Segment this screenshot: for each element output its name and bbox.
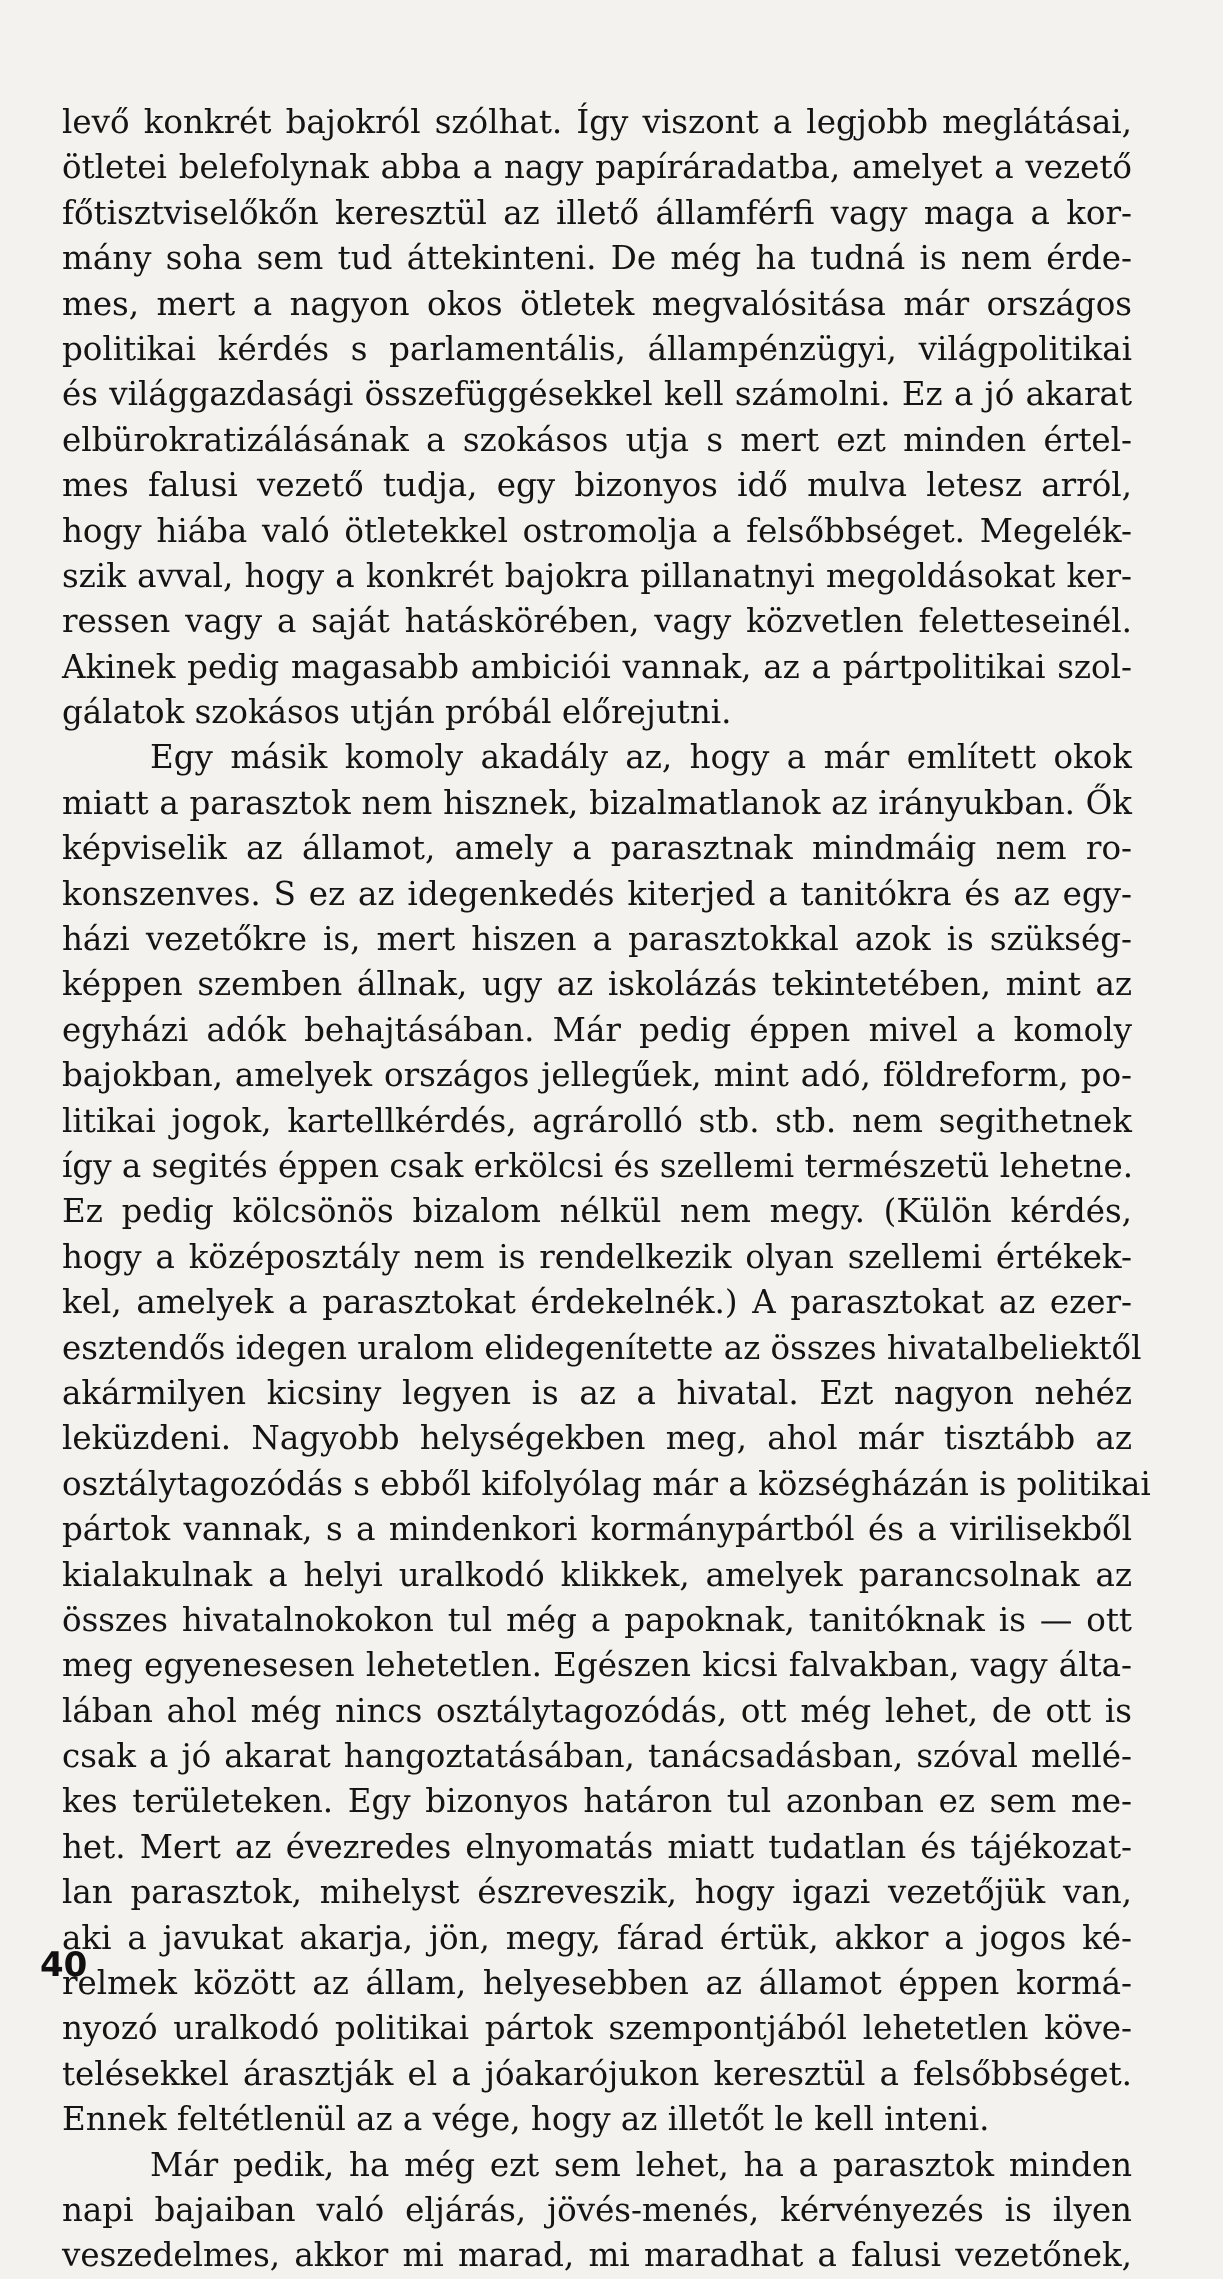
text-line: képpen szemben állnak, ugy az iskolázás tekintetében, mint az <box>62 965 1132 1004</box>
text-line: kes területeken. Egy bizonyos határon tul azonban ez sem me- <box>62 1782 1132 1821</box>
text-line: és világgazdasági összefüggésekkel kell számolni. Ez a jó akarat <box>62 375 1132 414</box>
text-line: miatt a parasztok nem hisznek, bizalmatlanok az irányukban. Ők <box>62 783 1132 822</box>
text-line: házi vezetőkre is, mert hiszen a parasztokkal azok is szükség- <box>62 920 1132 959</box>
text-line: mes falusi vezető tudja, egy bizonyos idő mulva letesz arról, <box>62 466 1132 505</box>
text-line: összes hivatalnokokon tul még a papoknak, tanitóknak is — ott <box>62 1600 1132 1639</box>
text-line: egyházi adók behajtásában. Már pedig éppen mivel a komoly <box>62 1010 1132 1049</box>
text-line: lában ahol még nincs osztálytagozódás, ott még lehet, de ott is <box>62 1691 1132 1730</box>
text-line: politikai kérdés s parlamentális, állampénzügyi, világpolitikai <box>62 329 1132 368</box>
text-line: akármilyen kicsiny legyen is az a hivatal. Ezt nagyon nehéz <box>62 1373 1132 1412</box>
text-line: Akinek pedig magasabb ambiciói vannak, az a pártpolitikai szol- <box>62 647 1132 686</box>
text-line: képviselik az államot, amely a parasztnak mindmáig nem ro- <box>62 829 1132 868</box>
text-line: hogy a középosztály nem is rendelkezik olyan szellemi értékek- <box>62 1237 1132 1276</box>
text-line: levő konkrét bajokról szólhat. Így viszont a legjobb meglátásai, <box>62 103 1132 141</box>
body-text <box>62 100 1151 2279</box>
text-line: nyozó uralkodó politikai pártok szempontjából lehetetlen köve- <box>62 2009 1132 2048</box>
text-line: relmek között az állam, helyesebben az államot éppen kormá- <box>62 1964 1132 2003</box>
text-line: meg egyenesesen lehetetlen. Egészen kicsi falvakban, vagy álta- <box>62 1646 1132 1685</box>
text-line: litikai jogok, kartellkérdés, agrárolló stb. stb. nem segithetnek <box>62 1101 1132 1140</box>
text-line: het. Mert az évezredes elnyomatás miatt tudatlan és tájékozat- <box>62 1827 1132 1866</box>
text-line: aki a javukat akarja, jön, megy, fárad értük, akkor a jogos ké- <box>62 1918 1132 1957</box>
paragraph-last-line: gálatok szokásos utján próbál előrejutni. <box>62 693 732 732</box>
text-line: osztálytagozódás s ebből kifolyólag már a községházán is politikai <box>62 1464 1151 1503</box>
text-line: kel, amelyek a parasztokat érdekelnék.) A parasztokat az ezer- <box>62 1283 1132 1322</box>
text-line: telésekkel árasztják el a jóakarójukon keresztül a felsőbbséget. <box>62 2054 1132 2093</box>
text-line: pártok vannak, s a mindenkori kormánypártból és a virilisekből <box>62 1510 1132 1549</box>
text-line: mány soha sem tud áttekinteni. De még ha tudná is nem érde- <box>62 239 1132 278</box>
text-line: napi bajaiban való eljárás, jövés-menés, kérvényezés is ilyen <box>62 2190 1132 2229</box>
text-line: szik avval, hogy a konkrét bajokra pillanatnyi megoldásokat ker- <box>62 556 1132 595</box>
text-line: lan parasztok, mihelyst észreveszik, hogy igazi vezetőjük van, <box>62 1873 1132 1912</box>
text-line: konszenves. S ez az idegenkedés kiterjed a tanitókra és az egy- <box>62 874 1132 913</box>
text-line: esztendős idegen uralom elidegenítette az összes hivatalbeliektől <box>62 1328 1142 1367</box>
text-line: veszedelmes, akkor mi marad, mi maradhat a falusi vezetőnek, <box>62 2236 1132 2275</box>
text-line: így a segités éppen csak erkölcsi és szellemi természetü lehetne. <box>62 1146 1134 1185</box>
text-line: bajokban, amelyek országos jellegűek, mint adó, földreform, po- <box>62 1056 1132 1095</box>
text-line: leküzdeni. Nagyobb helységekben meg, ahol már tisztább az <box>62 1419 1132 1458</box>
paragraph-first-line: Már pedik, ha még ezt sem lehet, ha a parasztok minden <box>150 2145 1132 2184</box>
paragraph-last-line: Ennek feltétlenül az a vége, hogy az illetőt le kell inteni. <box>62 2100 990 2139</box>
text-line: csak a jó akarat hangoztatásában, tanácsadásban, szóval mellé- <box>62 1737 1132 1776</box>
text-line: ressen vagy a saját hatáskörében, vagy közvetlen feletteseinél. <box>62 602 1132 641</box>
page-number: 40 <box>40 1945 88 1985</box>
text-line: mes, mert a nagyon okos ötletek megvalósitása már országos <box>62 284 1132 323</box>
text-line: kialakulnak a helyi uralkodó klikkek, amelyek parancsolnak az <box>62 1555 1132 1594</box>
text-line: főtisztviselőkőn keresztül az illető államférfi vagy maga a kor- <box>62 193 1132 232</box>
text-line: ötletei belefolynak abba a nagy papíráradatba, amelyet a vezető <box>62 148 1132 187</box>
text-line: hogy hiába való ötletekkel ostromolja a felsőbbséget. Megelék- <box>62 511 1132 550</box>
paragraph-first-line: Egy másik komoly akadály az, hogy a már említett okok <box>150 738 1132 777</box>
text-line: Ez pedig kölcsönös bizalom nélkül nem megy. (Külön kérdés, <box>62 1192 1132 1231</box>
text-line: elbürokratizálásának a szokásos utja s mert ezt minden értel- <box>62 420 1132 459</box>
